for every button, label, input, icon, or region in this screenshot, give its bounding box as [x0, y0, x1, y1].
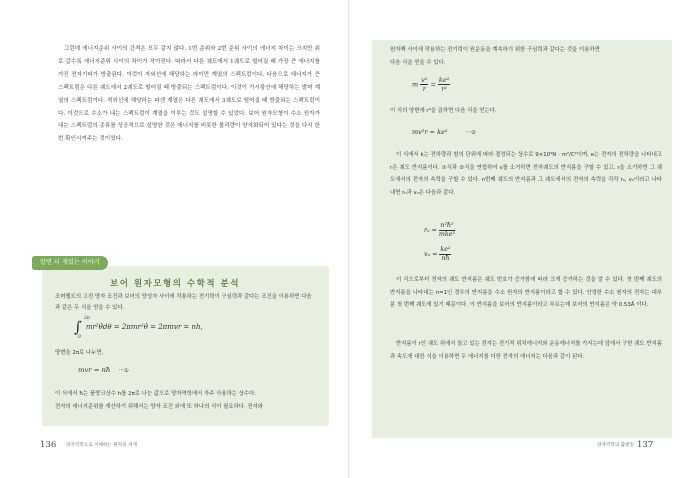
box-last-line: 전자의 에너지준위를 계산하기 위해서는 양자 조건 외에 또 하나의 식이 필요하다. 전자와 — [55, 404, 264, 410]
right-paragraph-2: 이 식에서 k는 전하량과 힘의 단위에 따라 결정되는 상수로 9×10⁹N · m²/C²이며, e는 전자의 전하량을 나타내고 r은 궤도 반지름이다. ①식과 ②식을 연립하여 v를 소거하면 전자궤도의 반지름을 구할 수 있고, r을 소거하면 그 궤도에서의 전자의 속력을 구할 수 있다. n번째 궤도의 반지름과 그 궤도에서의 전자의 속력을 각각 rₙ, vₙ이라고 나타내면 rₙ과 vₙ은 다음과 같다. — [390, 152, 662, 196]
info-box-tab: 알면 더 재밌는 이야기 — [32, 256, 108, 270]
left-page-number: 136 — [40, 440, 57, 450]
equation-1 — [78, 366, 129, 374]
equation-2-marker: ···② — [465, 130, 476, 136]
integral-body: mr²θ̇dθ = 2πmr²θ̇ = 2πmvr = nh, — [85, 323, 203, 331]
force-eq-num1: v² — [421, 76, 428, 84]
vn-eq-frac — [439, 246, 451, 263]
rn-eq-den: mke² — [438, 231, 455, 238]
vn-eq-num: ke² — [440, 246, 451, 253]
force-eq-mass: m — [412, 80, 419, 89]
rn-eq-frac — [439, 222, 455, 239]
vn-eq-lhs: vₙ = — [424, 251, 438, 258]
info-box-intro: 조머펠트의 고전 양자 조건과 보어의 양성자 사이에 작용하는 전기력이 구심력과 같다는 조건을 이용하면 다음과 같은 두 식을 얻을 수 있다. — [55, 294, 312, 311]
left-body-text — [58, 43, 320, 146]
right-intro-1: 원자핵 사이에 작용하는 전기력이 원운동을 계속하기 위한 구심력과 같다는 것을 이용하면 — [390, 47, 600, 53]
rn-eq-lhs: rₙ = — [424, 227, 437, 234]
equation-2 — [412, 128, 476, 136]
left-running-title: 양자역학으로 이해하는 원자의 세계 — [66, 443, 137, 448]
multiply-text: 이 식의 양변에 r³을 곱하면 다음 식을 얻는다. — [390, 108, 497, 114]
force-eq-den1: r — [422, 85, 426, 93]
right-page-panel — [372, 40, 672, 438]
equation-2-body: mv²r = ke² — [412, 128, 448, 136]
rn-equation — [424, 222, 457, 239]
divide-text: 양변을 2π로 나누면, — [55, 350, 104, 356]
force-eq-num2: ke² — [438, 76, 450, 84]
right-page — [350, 0, 700, 478]
left-paragraph: 그런데 에너지준위 사이의 간격은 모두 같지 않다. 1번 준위와 2번 준위 사이의 에너지 차이는 크지만 위로 갈수록 에너지준위 사이의 차이가 작아진다. 따라서 다른 궤도에서 1궤도로 떨어질 때 가장 큰 에너지를 가진 전자기파가 방출된다. 이것이 자외선에 해당하는 라이먼 계열의 스펙트럼이다. 다음으로 에너지가 큰 스펙트럼은 다른 궤도에서 2궤도로 떨어질 때 방출되는 스펙트럼이다. 이것이 가시광선에 해당하는 발머 계열의 스펙트럼이다. 적외선에 해당하는 파센 계열은 다른 궤도에서 3궤도로 떨어질 때 방출되는 스펙트럼이다. 이것으로 수소가 내는 스펙트럼이 계열을 이루는 것도 설명할 수 있었다. 보어 원자모형이 수소 원자가 내는 스펙트럼의 종류를 성공적으로 설명한 것은 에너지를 비롯한 물리량이 양자화되어 있다는 것을 다시 한 번 확인시켜주는 것이었다. — [58, 46, 320, 143]
right-paragraph-3: 이 식으로부터 전자의 궤도 반지름은 궤도 번호가 증가함에 따라 크게 증가하는 것을 알 수 있다. 첫 번째 궤도의 반지름을 나타내는 n=1인 경우의 반지름을 수소 원자의 반지름이라고 할 수 있다. 안정한 수소 원자의 전자는 대부분 첫 번째 궤도에 있기 때문이다. 이 반지름을 보어의 반지름이라고 부르는데 보어의 반지름은 약 0.53Å 이다. — [390, 277, 662, 309]
equation-1-body: mvr = nħ — [78, 366, 111, 374]
force-eq-equals: = — [430, 80, 436, 89]
right-paragraph-4: 반지름이 r인 궤도 위에서 돌고 있는 전자는 전기적 위치에너지와 운동에너지를 가지는데 앞에서 구한 궤도 반지름과 속도에 대한 식을 이용하면 두 에너지를 더한 전자의 에너지는 다음과 같이 된다. — [390, 341, 662, 360]
integral-upper-limit: 2π — [84, 316, 90, 321]
force-eq-den2: r² — [441, 85, 447, 93]
force-eq-frac1 — [420, 76, 428, 93]
right-intro-2: 다음 식을 얻을 수 있다. — [390, 60, 446, 66]
info-box-title: 보어 원자모형의 수학적 분석 — [110, 279, 240, 289]
integral-lower-limit: 0 — [78, 335, 81, 340]
right-page-number: 137 — [637, 440, 654, 450]
vn-eq-den: nħ — [441, 255, 450, 262]
force-eq-frac2 — [438, 76, 450, 93]
hbar-note: 이 식에서 ħ는 플랑크상수 h를 2π로 나눈 값으로 양자역학에서 자주 사용하는 상수다. — [55, 391, 257, 397]
integral-equation: ∫ 2π 0 mr²θ̇dθ = 2πmr²θ̇ = 2πmvr = nh, — [74, 316, 203, 340]
vn-equation — [424, 246, 453, 263]
force-equation — [412, 76, 452, 93]
equation-1-marker: ···① — [118, 368, 129, 374]
rn-eq-num: n²ħ² — [440, 222, 454, 229]
right-running-title: 양자역학의 출발점 — [597, 443, 634, 448]
